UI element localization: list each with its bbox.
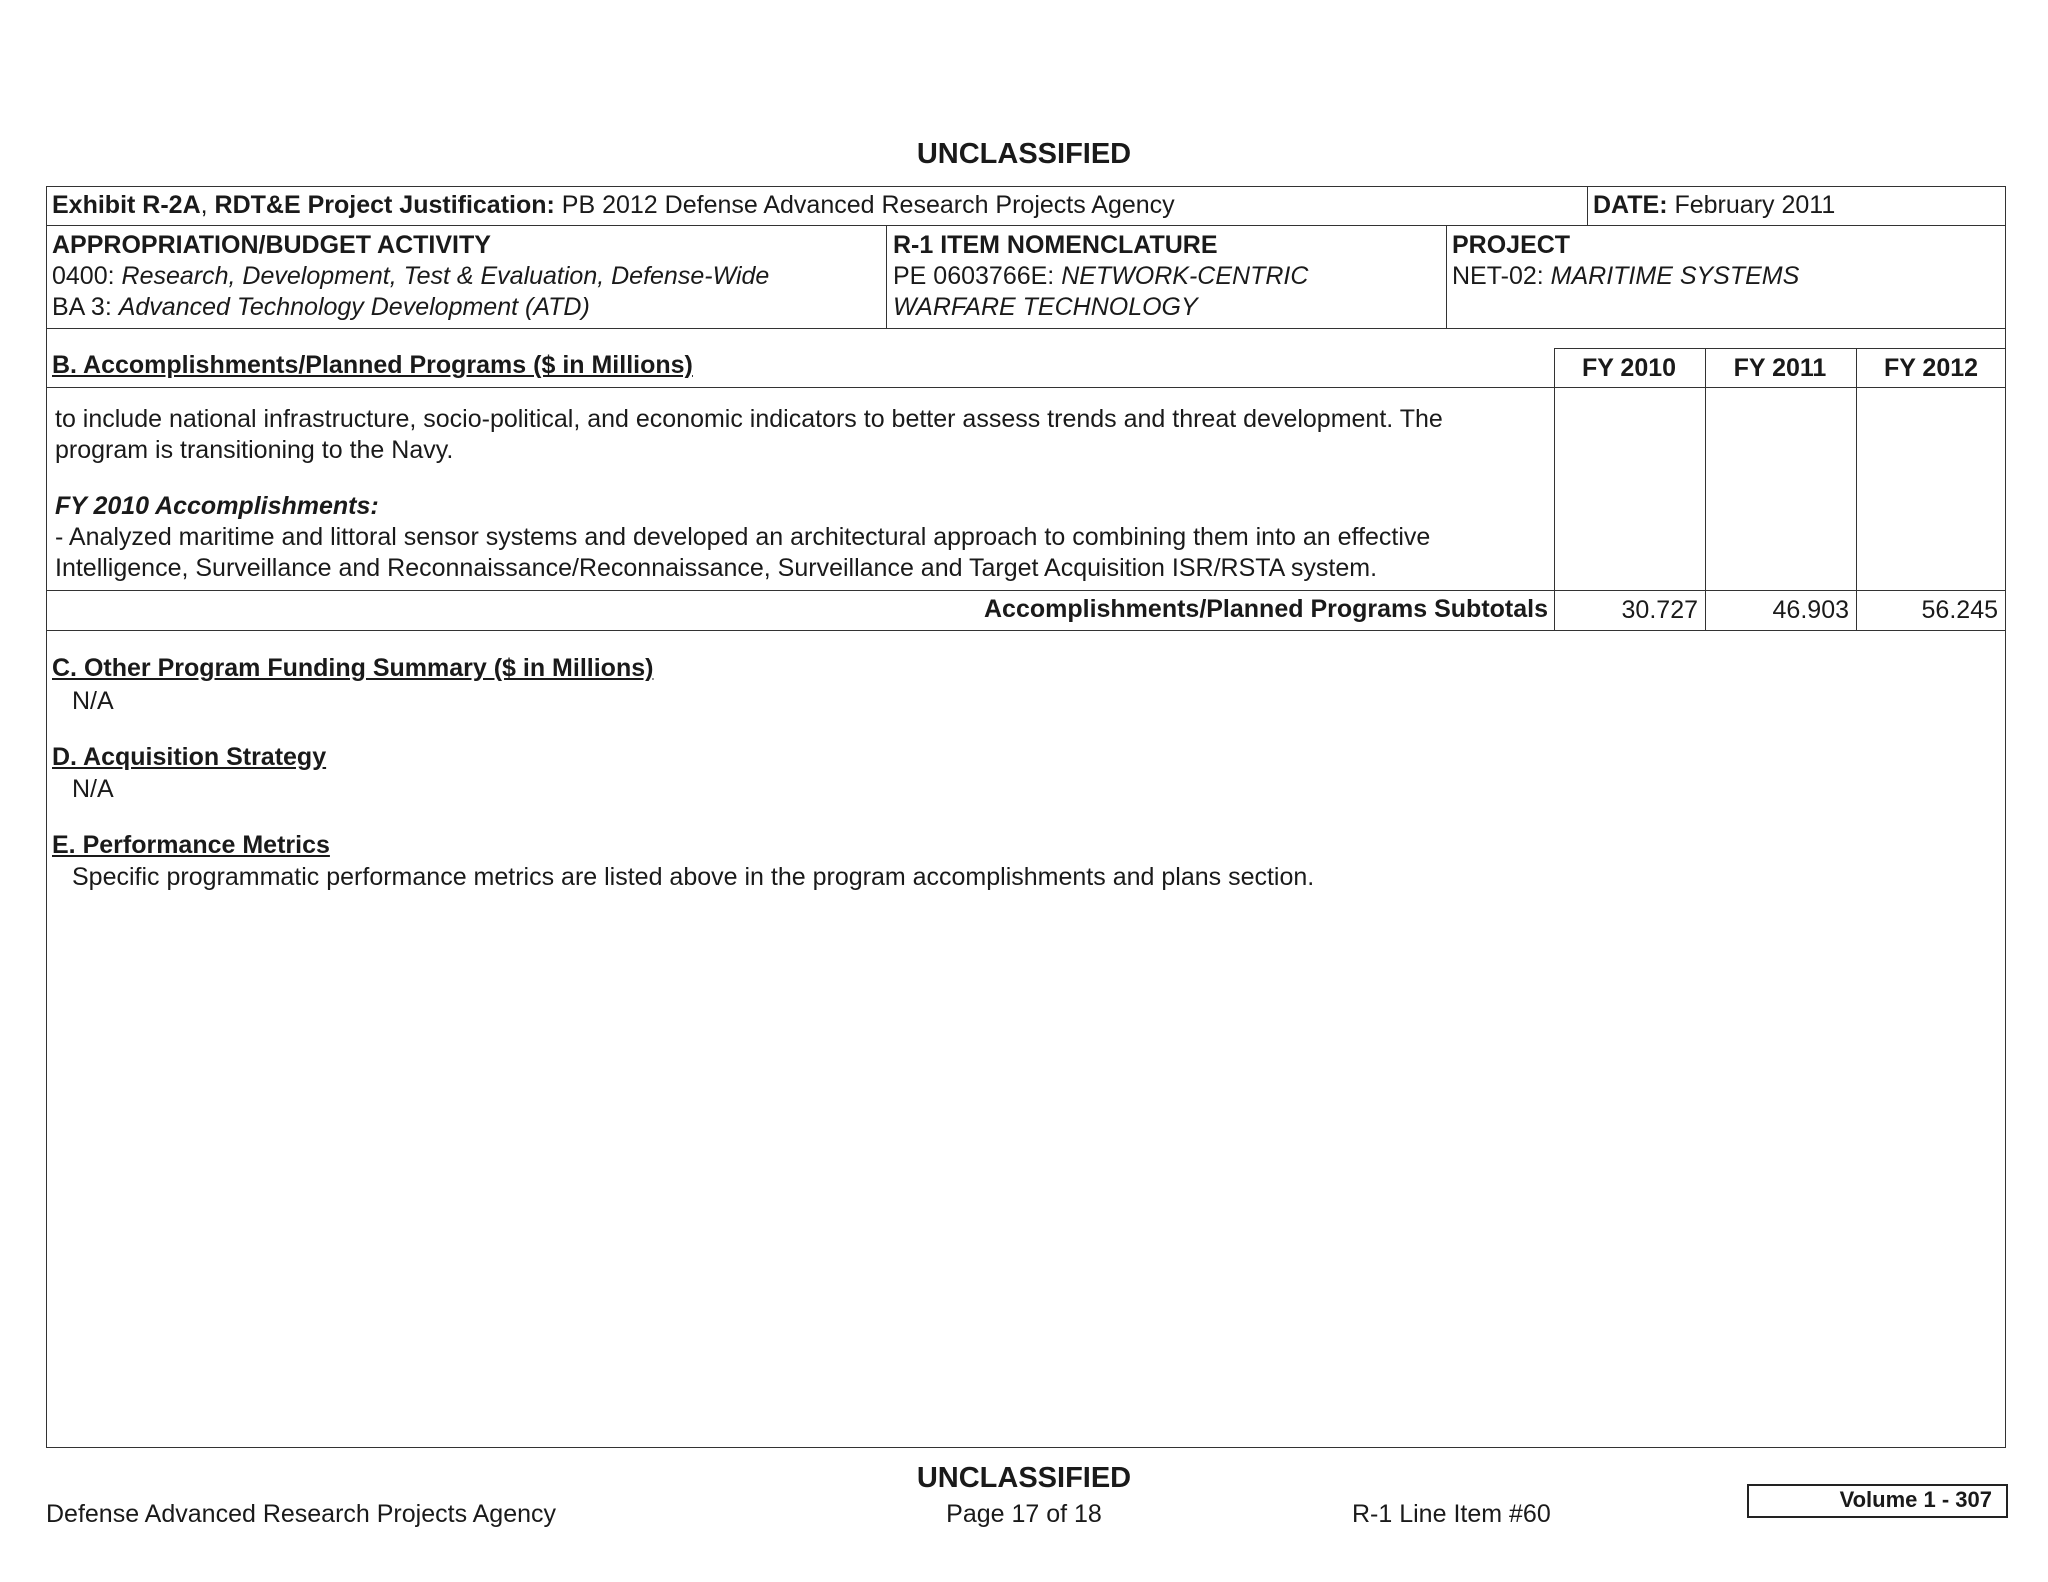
footer-page-number: Page 17 of 18 (946, 1500, 1102, 1528)
divider-info (46, 328, 2006, 329)
subtotal-fy2012: 56.245 (1921, 596, 1998, 624)
exhibit-sep: , (200, 191, 215, 219)
divider-date (1587, 186, 1588, 226)
appropriation-code: 0400: (52, 262, 122, 290)
fy-header-2011: FY 2011 (1733, 354, 1827, 382)
appropriation-label: APPROPRIATION/BUDGET ACTIVITY (52, 231, 491, 259)
classification-bottom: UNCLASSIFIED (916, 1462, 1132, 1494)
divider-subtotal-bottom (46, 630, 2006, 631)
paragraph-line: program is transitioning to the Navy. (55, 436, 454, 464)
section-e-text: Specific programmatic performance metrics are listed above in the program accomplishments and plans section. (72, 863, 1315, 891)
budget-activity-name: Advanced Technology Development (ATD) (118, 293, 590, 321)
subtotal-fy2011: 46.903 (1772, 596, 1849, 624)
r1-label: R-1 ITEM NOMENCLATURE (893, 231, 1218, 259)
project-code: NET-02: (1452, 262, 1551, 290)
exhibit-id: Exhibit R-2A (52, 191, 201, 219)
section-b-heading: B. Accomplishments/Planned Programs ($ in Millions) (52, 351, 693, 379)
fy-header-2012: FY 2012 (1883, 354, 1979, 382)
section-d-text: N/A (72, 775, 114, 803)
r1-name-part1: NETWORK-CENTRIC (1061, 262, 1309, 290)
r1-line1 (893, 261, 1308, 292)
footer-line-item: R-1 Line Item #60 (1352, 1500, 1551, 1528)
classification-top: UNCLASSIFIED (916, 138, 1132, 170)
divider-header (46, 225, 2006, 226)
date-label: DATE: (1593, 191, 1668, 219)
appropriation-line1 (52, 261, 769, 292)
section-e-heading: E. Performance Metrics (52, 831, 330, 859)
divider-fy-col3 (1856, 348, 1857, 630)
divider-subtotal-top (46, 590, 2006, 591)
project-label: PROJECT (1452, 231, 1571, 259)
section-c-text: N/A (72, 687, 114, 715)
section-c-heading: C. Other Program Funding Summary ($ in Millions) (52, 654, 654, 682)
r1-pe-code: PE 0603766E: (893, 262, 1062, 290)
r1-name-part2: WARFARE TECHNOLOGY (893, 293, 1198, 321)
footer-agency: Defense Advanced Research Projects Agency (46, 1500, 557, 1528)
footer-volume-box: Volume 1 - 307 (1747, 1484, 2008, 1518)
project-line (1452, 261, 1799, 292)
accomplishments-heading: FY 2010 Accomplishments: (55, 492, 379, 520)
fy-header-2010: FY 2010 (1581, 354, 1677, 382)
divider-project (1446, 225, 1447, 329)
appropriation-line2 (52, 292, 590, 323)
exhibit-date (1593, 190, 1835, 221)
divider-fy-col1 (1554, 348, 1555, 630)
appropriation-name: Research, Development, Test & Evaluation, Defense-Wide (121, 262, 770, 290)
project-name: MARITIME SYSTEMS (1550, 262, 1800, 290)
accomplishment-line: Intelligence, Surveillance and Reconnaissance/Reconnaissance, Surveillance and Target Acquisition ISR/RSTA system. (55, 554, 1378, 582)
exhibit-type: RDT&E Project Justification: (214, 191, 555, 219)
exhibit-title (52, 190, 1175, 221)
divider-b-heading (46, 387, 2006, 388)
divider-fy-col2 (1705, 348, 1706, 630)
section-d-heading: D. Acquisition Strategy (52, 743, 327, 771)
budget-activity-code: BA 3: (52, 293, 119, 321)
subtotal-fy2010: 30.727 (1621, 596, 1698, 624)
divider-r1 (886, 225, 887, 329)
subtotal-label: Accomplishments/Planned Programs Subtotals (983, 595, 1548, 623)
paragraph-line: to include national infrastructure, socio-political, and economic indicators to better assess trends and threat development. The (55, 405, 1443, 433)
date-value: February 2011 (1667, 191, 1836, 219)
exhibit-agency: PB 2012 Defense Advanced Research Projects Agency (554, 191, 1175, 219)
accomplishment-line: - Analyzed maritime and littoral sensor systems and developed an architectural approach to combining them into an effective (55, 523, 1431, 551)
